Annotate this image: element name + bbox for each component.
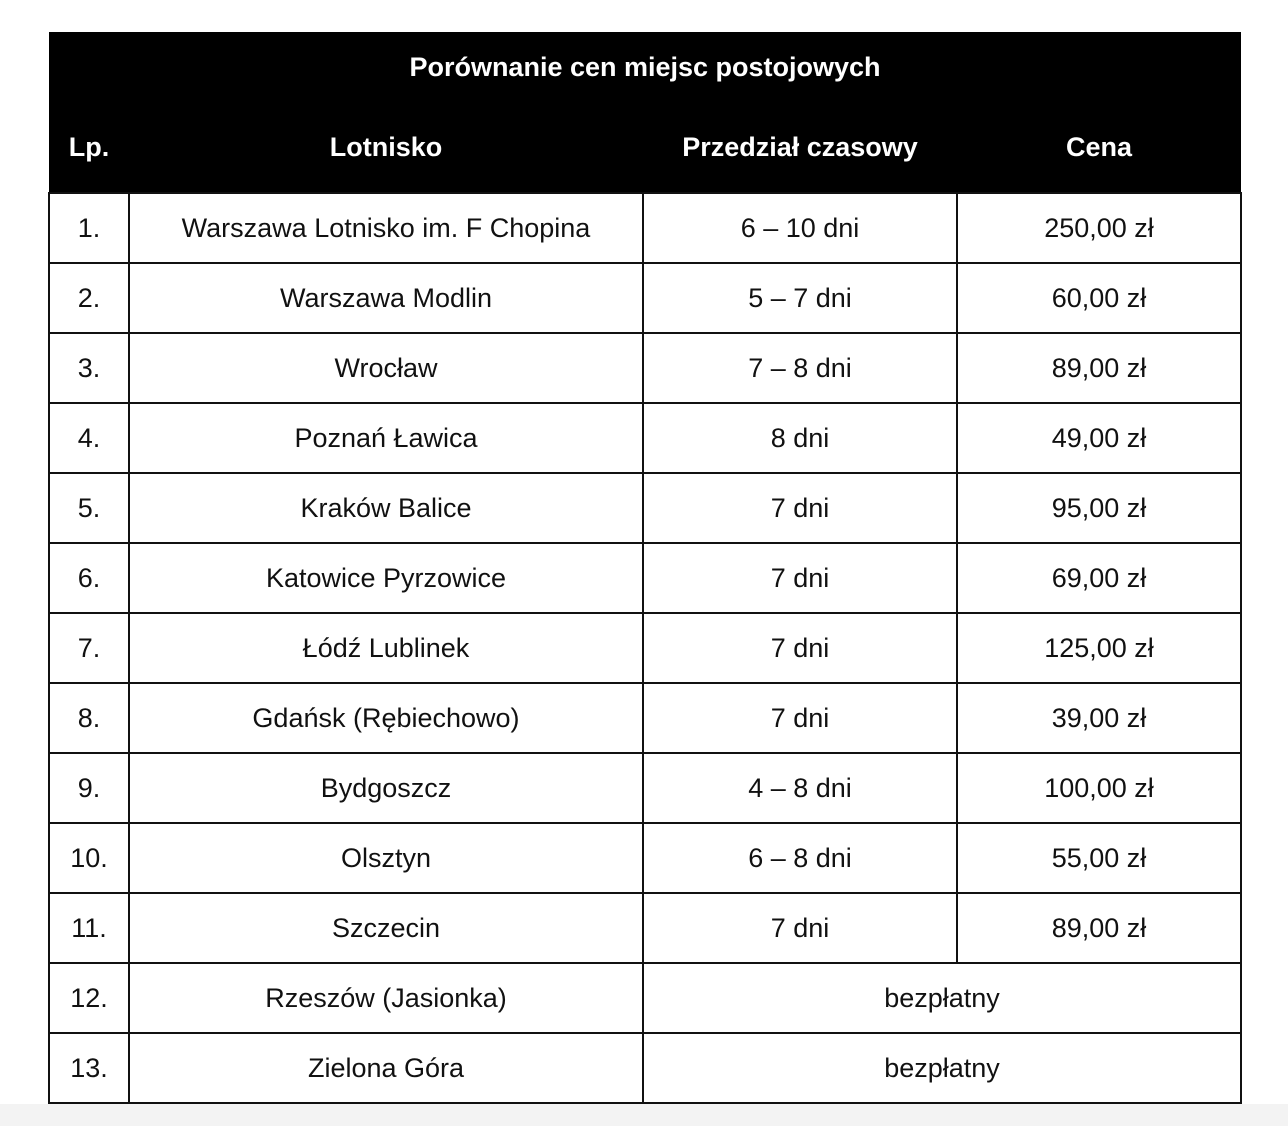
row-number-cell: 13. bbox=[49, 1033, 129, 1103]
column-header-lp: Lp. bbox=[49, 102, 129, 193]
airport-name-cell: Szczecin bbox=[129, 893, 643, 963]
airport-name-cell: Rzeszów (Jasionka) bbox=[129, 963, 643, 1033]
table-row bbox=[49, 333, 1241, 403]
price-cell: 39,00 zł bbox=[957, 683, 1241, 753]
airport-name-cell: Kraków Balice bbox=[129, 473, 643, 543]
column-header-period: Przedział czasowy bbox=[643, 102, 957, 193]
table-row bbox=[49, 683, 1241, 753]
row-number-cell: 12. bbox=[49, 963, 129, 1033]
parking-price-table bbox=[48, 32, 1242, 1104]
table-row bbox=[49, 963, 1241, 1033]
free-parking-cell: bezpłatny bbox=[643, 963, 1241, 1033]
price-cell: 55,00 zł bbox=[957, 823, 1241, 893]
time-period-cell: 4 – 8 dni bbox=[643, 753, 957, 823]
time-period-cell: 6 – 8 dni bbox=[643, 823, 957, 893]
airport-name-cell: Zielona Góra bbox=[129, 1033, 643, 1103]
time-period-cell: 5 – 7 dni bbox=[643, 263, 957, 333]
price-cell: 250,00 zł bbox=[957, 193, 1241, 263]
table-body bbox=[49, 193, 1241, 1103]
airport-name-cell: Warszawa Lotnisko im. F Chopina bbox=[129, 193, 643, 263]
row-number-cell: 5. bbox=[49, 473, 129, 543]
time-period-cell: 7 dni bbox=[643, 893, 957, 963]
price-cell: 125,00 zł bbox=[957, 613, 1241, 683]
column-header-price: Cena bbox=[957, 102, 1241, 193]
table-row bbox=[49, 193, 1241, 263]
table-row bbox=[49, 613, 1241, 683]
row-number-cell: 9. bbox=[49, 753, 129, 823]
page-bottom-strip bbox=[0, 1104, 1288, 1126]
row-number-cell: 3. bbox=[49, 333, 129, 403]
free-parking-cell: bezpłatny bbox=[643, 1033, 1241, 1103]
airport-name-cell: Warszawa Modlin bbox=[129, 263, 643, 333]
row-number-cell: 11. bbox=[49, 893, 129, 963]
price-cell: 69,00 zł bbox=[957, 543, 1241, 613]
airport-name-cell: Łódź Lublinek bbox=[129, 613, 643, 683]
row-number-cell: 4. bbox=[49, 403, 129, 473]
table-title-row bbox=[49, 32, 1241, 102]
table-row bbox=[49, 893, 1241, 963]
row-number-cell: 7. bbox=[49, 613, 129, 683]
table-row bbox=[49, 473, 1241, 543]
price-cell: 89,00 zł bbox=[957, 333, 1241, 403]
row-number-cell: 10. bbox=[49, 823, 129, 893]
price-cell: 60,00 zł bbox=[957, 263, 1241, 333]
time-period-cell: 8 dni bbox=[643, 403, 957, 473]
airport-name-cell: Bydgoszcz bbox=[129, 753, 643, 823]
table-title: Porównanie cen miejsc postojowych bbox=[49, 32, 1241, 102]
table-row bbox=[49, 403, 1241, 473]
price-cell: 95,00 zł bbox=[957, 473, 1241, 543]
row-number-cell: 1. bbox=[49, 193, 129, 263]
row-number-cell: 8. bbox=[49, 683, 129, 753]
parking-price-table-container bbox=[48, 32, 1240, 1104]
time-period-cell: 7 dni bbox=[643, 683, 957, 753]
time-period-cell: 6 – 10 dni bbox=[643, 193, 957, 263]
time-period-cell: 7 – 8 dni bbox=[643, 333, 957, 403]
time-period-cell: 7 dni bbox=[643, 613, 957, 683]
row-number-cell: 6. bbox=[49, 543, 129, 613]
airport-name-cell: Olsztyn bbox=[129, 823, 643, 893]
row-number-cell: 2. bbox=[49, 263, 129, 333]
table-header bbox=[49, 32, 1241, 193]
price-cell: 100,00 zł bbox=[957, 753, 1241, 823]
time-period-cell: 7 dni bbox=[643, 473, 957, 543]
table-row bbox=[49, 1033, 1241, 1103]
table-row bbox=[49, 543, 1241, 613]
table-row bbox=[49, 753, 1241, 823]
airport-name-cell: Wrocław bbox=[129, 333, 643, 403]
time-period-cell: 7 dni bbox=[643, 543, 957, 613]
table-row bbox=[49, 823, 1241, 893]
column-header-airport: Lotnisko bbox=[129, 102, 643, 193]
airport-name-cell: Katowice Pyrzowice bbox=[129, 543, 643, 613]
price-cell: 89,00 zł bbox=[957, 893, 1241, 963]
price-cell: 49,00 zł bbox=[957, 403, 1241, 473]
airport-name-cell: Poznań Ławica bbox=[129, 403, 643, 473]
table-row bbox=[49, 263, 1241, 333]
airport-name-cell: Gdańsk (Rębiechowo) bbox=[129, 683, 643, 753]
table-column-header-row bbox=[49, 102, 1241, 193]
